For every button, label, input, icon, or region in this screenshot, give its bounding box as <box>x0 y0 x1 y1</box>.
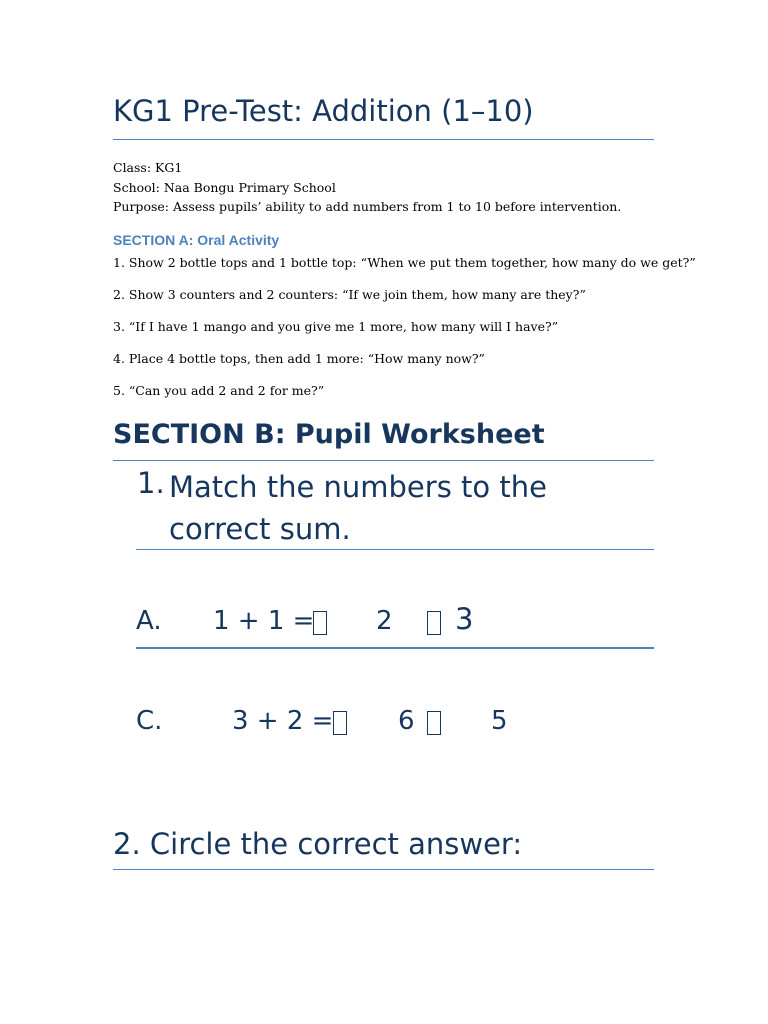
school-line: School: Naa Bongu Primary School <box>113 180 336 195</box>
answer-box[interactable] <box>427 709 441 739</box>
answer-box[interactable] <box>427 609 441 639</box>
title-underline <box>113 139 654 140</box>
row-c-label: C. <box>136 706 163 736</box>
oral-question-3: 3. “If I have 1 mango and you give me 1 more, how many will I have?” <box>113 319 559 334</box>
document-title: KG1 Pre-Test: Addition (1–10) <box>113 94 534 128</box>
answer-box[interactable] <box>333 709 347 739</box>
class-line: Class: KG1 <box>113 160 183 175</box>
item-1-number: 1. <box>137 466 165 500</box>
checkbox-icon <box>427 611 441 635</box>
oral-question-4: 4. Place 4 bottle tops, then add 1 more: “How many now?” <box>113 351 485 366</box>
row-a-label: A. <box>136 606 162 636</box>
item-1-text: Match the numbers to the correct sum. <box>169 470 547 546</box>
row-a-option-1: 2 <box>376 606 393 636</box>
answer-box[interactable] <box>313 609 327 639</box>
item-2-underline <box>113 869 654 870</box>
row-a-underline <box>136 647 654 649</box>
section-b-heading: SECTION B: Pupil Worksheet <box>113 419 545 450</box>
oral-question-2: 2. Show 3 counters and 2 counters: “If we join them, how many are they?” <box>113 287 586 302</box>
item-2-heading: 2. Circle the correct answer: <box>113 827 523 861</box>
row-c-option-1: 6 <box>398 706 415 736</box>
oral-question-1: 1. Show 2 bottle tops and 1 bottle top: “When we put them together, how many do we get?” <box>113 255 696 270</box>
section-b-underline <box>113 460 654 461</box>
checkbox-icon <box>427 711 441 735</box>
oral-question-5: 5. “Can you add 2 and 2 for me?” <box>113 383 325 398</box>
checkbox-icon <box>333 711 347 735</box>
row-c-equation: 3 + 2 = <box>232 706 334 736</box>
checkbox-icon <box>313 611 327 635</box>
section-a-heading: SECTION A: Oral Activity <box>113 232 280 248</box>
row-a-option-2: 3 <box>455 602 474 636</box>
purpose-line: Purpose: Assess pupils’ ability to add numbers from 1 to 10 before intervention. <box>113 199 622 214</box>
item-1-underline <box>136 549 654 550</box>
row-a-equation: 1 + 1 = <box>213 606 315 636</box>
row-c-option-2: 5 <box>491 706 508 736</box>
